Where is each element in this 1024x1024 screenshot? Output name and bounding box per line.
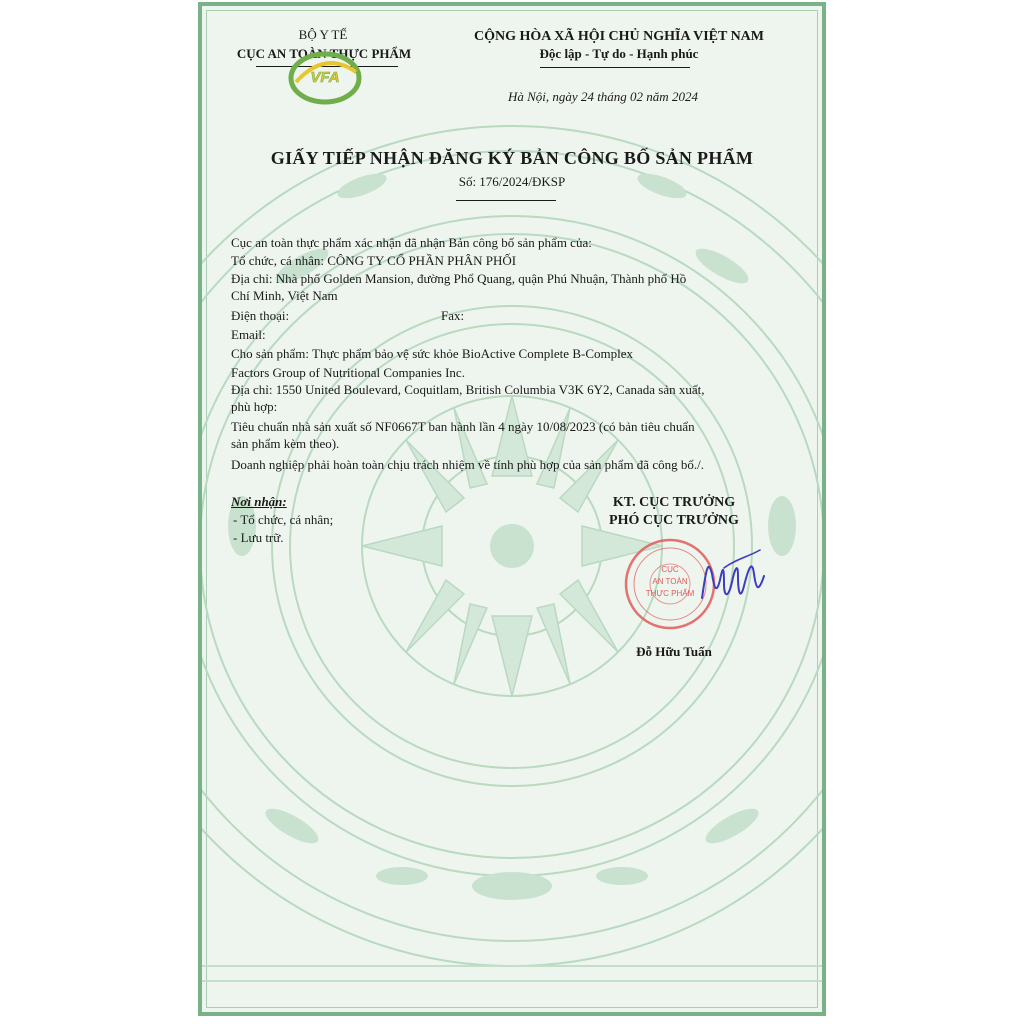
standard-line-1: Tiêu chuẩn nhà sản xuất số NF0667T ban hành lần 4 ngày 10/08/2023 (có bản tiêu chuẩn <box>231 419 695 434</box>
stamp-text-bottom: THỰC PHẨM <box>645 589 695 598</box>
title-underline <box>456 200 556 201</box>
document-title: GIẤY TIẾP NHẬN ĐĂNG KÝ BẢN CÔNG BỐ SẢN PHẨM <box>270 148 754 168</box>
national-motto: Độc lập - Tự do - Hạnh phúc <box>539 46 699 61</box>
handwritten-signature <box>694 540 774 620</box>
manufacturer-address-line-2: phù hợp: <box>231 399 278 414</box>
fax-label: Fax: <box>441 308 465 323</box>
stamp-text-mid: AN TOÀN <box>652 577 688 586</box>
stamp-text-top: CỤC <box>661 565 679 574</box>
organization-line: Tổ chức, cá nhân: CÔNG TY CỔ PHẦN PHÂN PHỐI <box>231 253 517 268</box>
address-line-1: Địa chỉ: Nhà phố Golden Mansion, đường Phổ Quang, quận Phú Nhuận, Thành phố Hồ <box>231 271 687 286</box>
manufacturer-name: Factors Group of Nutritional Companies Inc. <box>231 365 465 380</box>
motto-underline <box>540 67 690 68</box>
recipient-item: - Lưu trữ. <box>233 530 284 545</box>
vfa-logo <box>286 42 364 108</box>
manufacturer-address-line-1: Địa chỉ: 1550 United Boulevard, Coquitlam, British Columbia V3K 6Y2, Canada sản xuất, <box>231 382 705 397</box>
product-line: Cho sản phẩm: Thực phẩm bảo vệ sức khỏe BioActive Complete B-Complex <box>231 346 633 361</box>
address-line-2: Chí Minh, Việt Nam <box>231 288 338 303</box>
signer-name: Đỗ Hữu Tuấn <box>636 644 712 659</box>
place-date: Hà Nội, ngày 24 tháng 02 năm 2024 <box>508 89 698 104</box>
ministry-name: BỘ Y TẾ <box>298 27 348 42</box>
signer-title-2: PHÓ CỤC TRƯỞNG <box>609 513 739 528</box>
svg-text:VFA: VFA <box>310 69 340 86</box>
standard-line-2: sản phẩm kèm theo). <box>231 436 340 451</box>
republic-name: CỘNG HÒA XÃ HỘI CHỦ NGHĨA VIỆT NAM <box>473 29 764 44</box>
responsibility-statement: Doanh nghiệp phải hoàn toàn chịu trách nhiệm về tính phù hợp của sản phẩm đã công bố./. <box>231 457 704 472</box>
document-number: Số: 176/2024/ĐKSP <box>458 174 566 189</box>
agency-name: CỤC AN TOÀN THỰC PHẨM <box>236 46 412 61</box>
intro-text: Cục an toàn thực phẩm xác nhận đã nhận Bản công bố sản phẩm của: <box>231 235 592 250</box>
recipients-heading: Nơi nhận: <box>231 494 287 509</box>
phone-label: Điện thoại: <box>231 308 290 323</box>
email-label: Email: <box>231 327 266 342</box>
recipient-item: - Tổ chức, cá nhân; <box>233 512 334 527</box>
signer-title-1: KT. CỤC TRƯỞNG <box>612 495 736 510</box>
